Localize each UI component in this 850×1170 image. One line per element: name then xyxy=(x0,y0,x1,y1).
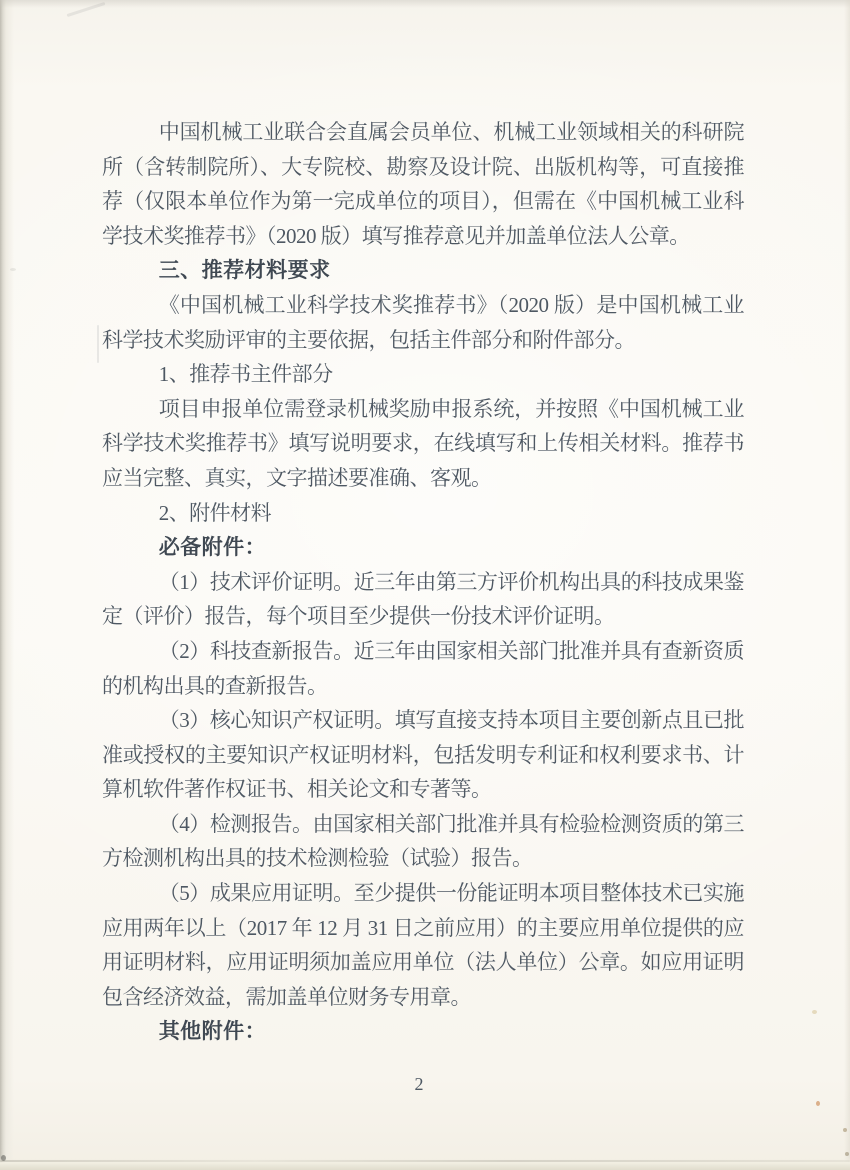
scan-smudge xyxy=(97,325,99,363)
body-paragraph: 1、推荐书主件部分 xyxy=(158,362,333,387)
body-paragraph: （4）检测报告。由国家相关部门批准并具有检验检测资质的第三方检测机构出具的技术检测检验（试验）报告。 xyxy=(102,811,744,871)
scan-speck xyxy=(10,268,16,271)
scan-speck xyxy=(812,1010,817,1014)
scan-speck xyxy=(1,1155,6,1161)
body-paragraph: （1）技术评价证明。近三年由第三方评价机构出具的科技成果鉴定（评价）报告，每个项目至少提供一份技术评价证明。 xyxy=(102,569,744,629)
page-edge-bottom-line xyxy=(0,1160,850,1162)
body-paragraph: 《中国机械工业科学技术奖推荐书》（2020 版）是中国机械工业科学技术奖励评审的主要依据，包括主件部分和附件部分。 xyxy=(102,292,744,352)
page-edge-top xyxy=(0,0,850,8)
page-edge-right xyxy=(844,0,850,1170)
page-number: 2 xyxy=(414,1074,424,1094)
heading-paragraph: 三、推荐材料要求 xyxy=(158,258,331,283)
body-paragraph: （2）科技查新报告。近三年由国家相关部门批准并具有查新资质的机构出具的查新报告。 xyxy=(102,638,744,698)
heading-paragraph: 必备附件： xyxy=(158,535,267,560)
document-body xyxy=(102,115,744,1049)
body-paragraph: 2、附件材料 xyxy=(158,500,272,525)
heading-paragraph: 其他附件： xyxy=(158,1019,267,1044)
scan-speck xyxy=(816,1101,820,1106)
scan-speck xyxy=(845,1152,849,1156)
body-paragraph: 中国机械工业联合会直属会员单位、机械工业领域相关的科研院所（含转制院所）、大专院校、勘察及设计院、出版机构等，可直接推荐（仅限本单位作为第一完成单位的项目），但需在《中国机械工业科学技术奖推荐书》（2020 版）填写推荐意见并加盖单位法人公章。 xyxy=(102,120,744,248)
page-edge-left xyxy=(0,0,14,1170)
body-paragraph: 项目申报单位需登录机械奖励申报系统，并按照《中国机械工业科学技术奖推荐书》填写说明要求，在线填写和上传相关材料。推荐书应当完整、真实，文字描述要准确、客观。 xyxy=(102,396,744,490)
body-paragraph: （3）核心知识产权证明。填写直接支持本项目主要创新点且已批准或授权的主要知识产权证明材料，包括发明专利证和权利要求书、计算机软件著作权证书、相关论文和专著等。 xyxy=(102,708,744,802)
body-paragraph: （5）成果应用证明。至少提供一份能证明本项目整体技术已实施应用两年以上（2017 年 12 月 31 日之前应用）的主要应用单位提供的应用证明材料，应用证明须加盖应用单位（法人单位）公章。如应用证明包含经济效益，需加盖单位财务专用章。 xyxy=(102,881,744,1009)
scan-speck xyxy=(843,1128,847,1132)
